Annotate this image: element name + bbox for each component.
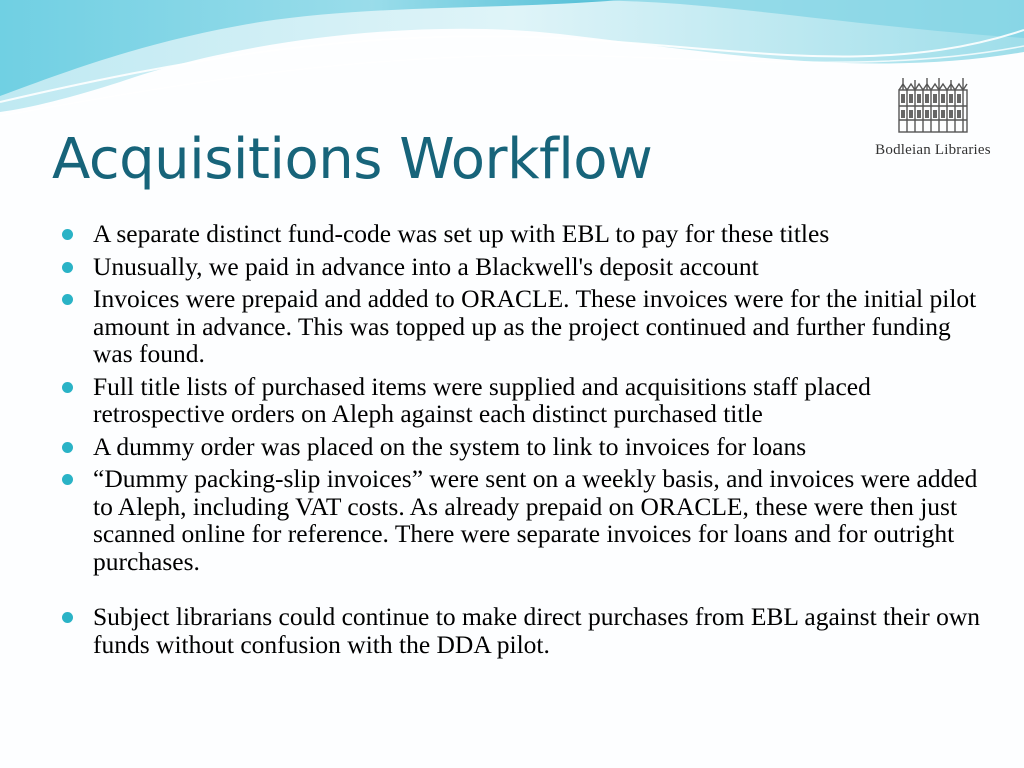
bullet-text: A dummy order was placed on the system to link to invoices for loans (93, 431, 807, 461)
bullet-item (62, 285, 982, 368)
bullet-item (62, 373, 982, 428)
bullet-text: Full title lists of purchased items were supplied and acquisitions staff placed retrospective orders on Aleph against each distinct purchased title (93, 371, 871, 428)
bullet-marker-icon (62, 474, 73, 485)
bullet-item (62, 603, 982, 658)
bullet-marker-icon (62, 294, 73, 305)
bullet-marker-icon (62, 612, 73, 623)
bullet-text: “Dummy packing-slip invoices” were sent on a weekly basis, and invoices were added to Aleph, including VAT costs. As already prepaid on ORACLE, these were then just scanned online for reference. There were separate invoices for loans and for outright purchases. (93, 464, 978, 576)
bullet-item (62, 465, 982, 575)
bullet-text: Invoices were prepaid and added to ORACLE. These invoices were for the initial pilot amount in advance. This was topped up as the project continued and further funding was found. (93, 284, 977, 368)
slide-title: Acquisitions Workflow (52, 127, 653, 192)
bodleian-building-icon (897, 76, 969, 134)
bullet-text: Subject librarians could continue to make direct purchases from EBL against their own funds without confusion with the DDA pilot. (93, 602, 981, 659)
bullet-text: A separate distinct fund-code was set up with EBL to pay for these titles (93, 219, 830, 248)
bullet-list (62, 220, 982, 663)
bullet-marker-icon (62, 382, 73, 393)
bullet-marker-icon (62, 229, 73, 240)
bullet-marker-icon (62, 262, 73, 273)
bodleian-logo (860, 76, 1006, 162)
bullet-item (62, 220, 982, 248)
bullet-marker-icon (62, 442, 73, 453)
bullet-item (62, 253, 982, 281)
bullet-text: Unusually, we paid in advance into a Blackwell's deposit account (93, 251, 759, 281)
bullet-item (62, 433, 982, 461)
logo-text: Bodleian Libraries (875, 142, 991, 158)
